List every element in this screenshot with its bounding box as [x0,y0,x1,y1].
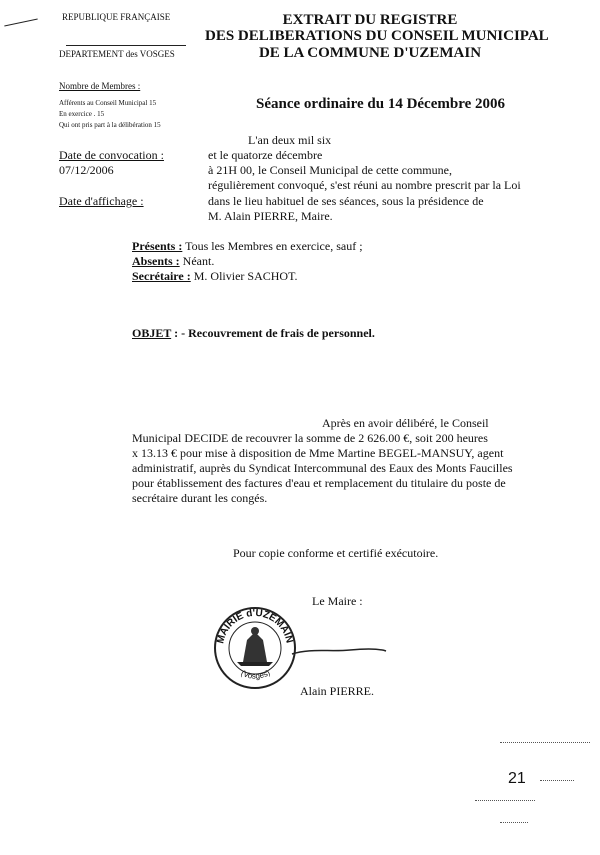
secretaire-value: M. Olivier SACHOT. [190,269,298,283]
affichage-label: Date d'affichage : [59,194,144,208]
members-label: Nombre de Membres : [59,81,141,91]
register-title-2: DES DELIBERATIONS DU CONSEIL MUNICIPAL [205,28,549,44]
republic-label: REPUBLIQUE FRANÇAISE [62,12,171,22]
convocation-date: 07/12/2006 [59,163,114,177]
absents-value: Néant. [179,254,215,268]
department-label: DEPARTEMENT des VOSGES [59,49,175,59]
preamble-line-2: et le quatorze décembre [208,148,323,162]
objet-label: OBJET [132,326,172,340]
signature-stroke [290,640,390,660]
footer-mark: 21 [508,770,526,787]
presents-row [132,238,363,254]
members-en-exercice: En exercice . 15 [59,110,105,118]
footer-dotted-line-3 [475,800,535,801]
register-title-1: EXTRAIT DU REGISTRE [282,12,458,28]
register-title-3: DE LA COMMUNE D'UZEMAIN [258,45,482,61]
preamble-line-1: L'an deux mil six [248,133,332,147]
preamble-line-6: M. Alain PIERRE, Maire. [208,209,333,223]
absents-label: Absents : [132,254,180,268]
preamble-line-4: régulièrement convoqué, s'est réuni au nombre prescrit par la Loi [208,178,521,192]
footer-dotted-line-4 [500,822,528,823]
decision-line-4: administratif, auprès du Syndicat Intercommunal des Eaux des Monts Faucilles [132,461,513,475]
mayor-name: Alain PIERRE. [300,684,374,698]
absents-row [132,253,214,269]
header-divider [66,45,186,46]
svg-text:MAIRIE d'UZEMAIN: MAIRIE d'UZEMAIN [215,607,295,645]
preamble-line-3: à 21H 00, le Conseil Municipal de cette commune, [208,163,452,177]
decision-line-3: x 13.13 € pour mise à disposition de Mme Martine BEGEL-MANSUY, agent [132,446,504,460]
convocation-label: Date de convocation : [59,148,164,162]
objet-text: : - Recouvrement de frais de personnel. [171,326,375,340]
scan-mark [4,18,37,26]
secretaire-row [132,268,298,284]
footer-dotted-line-1 [500,742,590,743]
decision-line-6: secrétaire durant les congés. [132,491,268,505]
preamble-line-5: dans le lieu habituel de ses séances, sous la présidence de [208,194,484,208]
certification-text: Pour copie conforme et certifié exécutoire. [233,546,439,560]
svg-text:(Vosges): (Vosges) [239,668,272,681]
decision-line-2: Municipal DECIDE de recouvrer la somme de 2 626.00 €, soit 200 heures [132,431,488,445]
seance-title: Séance ordinaire du 14 Décembre 2006 [256,96,506,112]
objet-row [132,325,375,341]
presents-label: Présents : [132,239,183,253]
decision-line-5: pour établissement des factures d'eau et remplacement du titulaire du poste de [132,476,506,490]
presents-value: Tous les Membres en exercice, sauf ; [182,239,363,253]
decision-line-1: Après en avoir délibéré, le Conseil [322,416,489,430]
secretaire-label: Secrétaire : [132,269,191,283]
members-ont-pris-part: Qui ont pris part à la délibération 15 [59,121,161,129]
members-afferents: Afférents au Conseil Municipal 15 [59,99,157,107]
footer-dotted-line-2 [540,780,574,781]
mayor-title: Le Maire : [312,594,363,608]
